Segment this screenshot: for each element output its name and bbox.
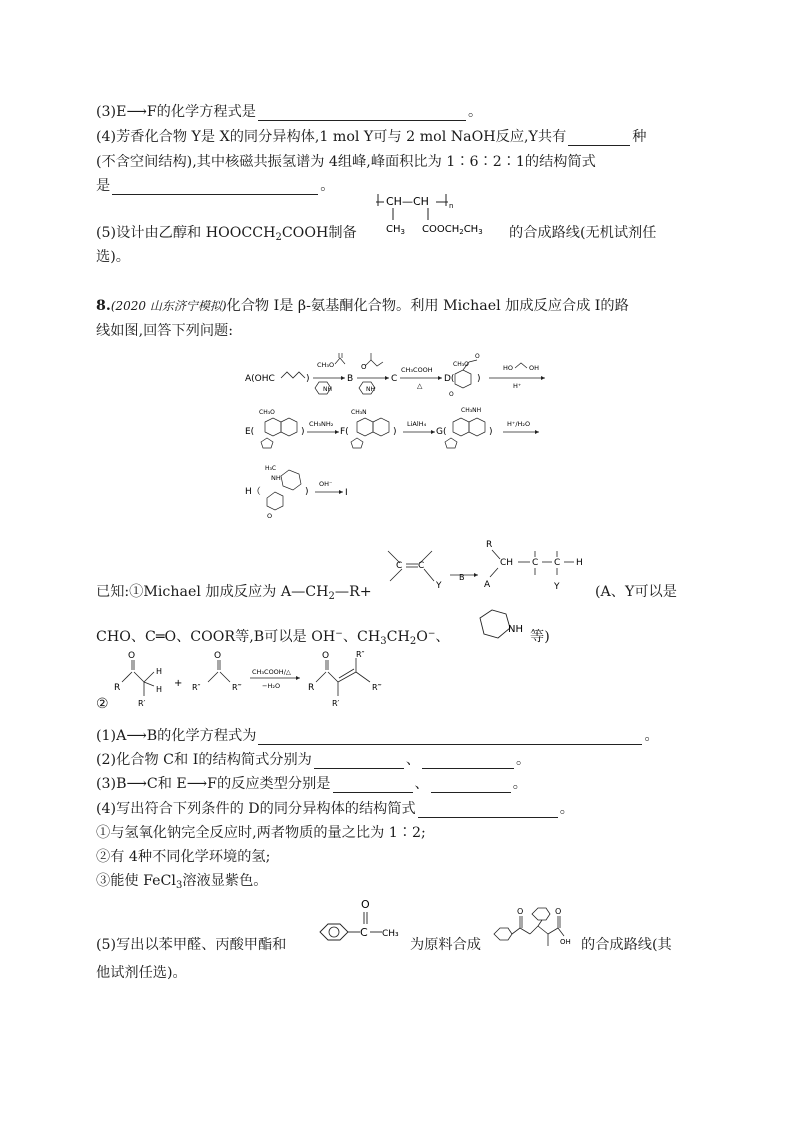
svg-text:C: C (554, 558, 561, 568)
svg-text:R′: R′ (138, 699, 146, 708)
polymer-n: n (449, 202, 454, 210)
svg-text:): ) (301, 427, 305, 437)
question-4-line1: (4)芳香化合物 Y是 X的同分异构体,1 mol Y可与 2 mol NaOH反应,Y共有 种 (96, 129, 647, 145)
svg-text:NH: NH (271, 474, 281, 482)
svg-text:HO: HO (503, 364, 514, 372)
subquestion-5-line2: 他试剂任选)。 (96, 965, 187, 981)
svg-text:R: R (308, 683, 315, 693)
svg-text:CH: CH (500, 558, 514, 568)
svg-text:CH₃NH: CH₃NH (461, 407, 482, 414)
svg-text:R‴: R‴ (232, 683, 242, 692)
svg-text:O: O (555, 907, 562, 916)
svg-text:CH₃N: CH₃N (351, 409, 367, 416)
svg-text:H: H (156, 667, 163, 676)
question-8-line2: 线如图,回答下列问题: (96, 323, 233, 339)
subquestion-5-part1: (5)写出以苯甲醛、丙酸甲酯和 (96, 937, 287, 953)
polymer-structure (370, 190, 510, 242)
question-4-line3: 是 。 (96, 178, 335, 194)
compound-F-label: F( (340, 427, 349, 437)
aldol-condensation-scheme (110, 648, 410, 710)
synthesis-scheme (245, 352, 575, 527)
svg-text:O: O (361, 898, 370, 911)
compound-D-label: D( (444, 374, 455, 384)
svg-text:): ) (306, 374, 310, 384)
arrow-icon: ⟶ (126, 728, 147, 744)
subquestion-5-part2: 为原料合成 (410, 937, 481, 953)
answer-blank[interactable] (422, 754, 514, 769)
svg-text:△: △ (417, 382, 423, 390)
subquestion-4: (4)写出符合下列条件的 D的同分异构体的结构简式 。 (96, 801, 574, 817)
svg-text:NH: NH (366, 386, 375, 393)
svg-text:R: R (486, 540, 493, 550)
polymer-ester: $COOCH_2CH_3$ (422, 224, 483, 236)
arrow-icon: ⟶ (126, 104, 147, 120)
svg-text:A: A (484, 580, 491, 590)
svg-text:C: C (532, 558, 539, 568)
svg-text:): ) (393, 427, 397, 437)
condition-2: ②有 4种不同化学环境的氢; (96, 849, 271, 865)
question-4-line2: (不含空间结构),其中核磁共振氢谱为 4组峰,峰面积比为 1∶6∶2∶1的结构简式 (96, 154, 596, 170)
polymer-methyl: $CH_3$ (386, 224, 405, 236)
compound-G-label: G( (436, 427, 447, 437)
svg-text:CH₃O: CH₃O (317, 361, 335, 369)
subquestion-3: (3)B⟶C和 E⟶F的反应类型分别是 、 。 (96, 776, 527, 792)
michael-reaction-scheme (380, 535, 595, 595)
svg-text:Y: Y (554, 582, 560, 592)
svg-text:CH₃O: CH₃O (259, 409, 275, 416)
svg-text:OH: OH (529, 364, 540, 372)
svg-text:B: B (459, 573, 465, 582)
answer-blank[interactable] (333, 778, 413, 793)
known-1-line1: 已知:①Michael 加成反应为 $A—CH_2—R+$ (96, 584, 372, 602)
answer-blank[interactable] (314, 754, 404, 769)
answer-blank[interactable] (112, 180, 318, 195)
svg-text:): ) (477, 374, 481, 384)
arrow-icon: ⟶ (126, 776, 147, 792)
known-1-suffix: (A、Y可以是 (595, 584, 677, 600)
svg-text:H⁺: H⁺ (513, 382, 522, 390)
answer-blank[interactable] (258, 730, 642, 745)
answer-blank[interactable] (258, 106, 466, 121)
svg-text:CH₃O: CH₃O (453, 361, 469, 368)
svg-text:O: O (361, 363, 367, 371)
target-product-structure (490, 890, 582, 960)
svg-text:C: C (396, 561, 403, 571)
svg-text:H⁺/H₂O: H⁺/H₂O (507, 420, 531, 428)
compound-B-label: B (347, 374, 354, 384)
svg-text:CH₃: CH₃ (382, 929, 399, 939)
answer-blank[interactable] (568, 131, 630, 146)
svg-text:+: + (174, 678, 183, 689)
svg-text:CH₃NH₂: CH₃NH₂ (309, 420, 334, 428)
svg-text:O: O (517, 907, 524, 916)
arrow-icon: ⟶ (186, 776, 208, 792)
svg-text:O: O (322, 651, 330, 661)
polymer-backbone: CH—CH (386, 195, 429, 208)
svg-text:O: O (267, 512, 273, 520)
question-5-line2: 选)。 (96, 249, 130, 265)
piperidine-structure (470, 604, 530, 650)
acetophenone-structure (312, 894, 408, 954)
question-8-line1: 8.(2020 山东济宁模拟)化合物 I是 β-氨基酮化合物。利用 Michael 加成反应合成 I的路 (96, 298, 629, 314)
svg-text:OH⁻: OH⁻ (319, 480, 333, 488)
svg-text:LiAlH₄: LiAlH₄ (407, 420, 427, 428)
subquestion-5-part3: 的合成路线(其 (581, 937, 672, 953)
svg-text:H₃C: H₃C (265, 465, 277, 472)
svg-text:C: C (418, 561, 425, 571)
svg-text:R′: R′ (332, 699, 340, 708)
svg-text:Y: Y (436, 581, 442, 591)
known-1-line2: CHO、C═O、COOR等,B可以是 OH−、$CH_3CH_2O^-$、 (96, 629, 450, 647)
subquestion-2: (2)化合物 C和 I的结构简式分别为 、 。 (96, 752, 531, 768)
svg-text:R: R (114, 683, 121, 693)
svg-text:H: H (156, 685, 163, 694)
svg-text:O: O (449, 391, 454, 398)
svg-text:CH₃COOH: CH₃COOH (401, 366, 433, 374)
question-5-line1-end: 的合成路线(无机试剂任 (509, 225, 657, 241)
compound-H-label: H（ (245, 487, 261, 497)
svg-text:NH: NH (323, 386, 332, 393)
known-2-marker: ② (96, 696, 109, 712)
compound-E-label: E( (245, 427, 255, 437)
svg-text:O: O (128, 651, 136, 661)
svg-text:): ) (305, 487, 309, 497)
subquestion-1: (1)A⟶B的化学方程式为 。 (96, 728, 659, 744)
svg-text:R‴: R‴ (372, 683, 382, 692)
svg-text:CH₃COOH/△: CH₃COOH/△ (252, 668, 291, 676)
compound-C-label: C (391, 374, 398, 384)
compound-A-label: A(OHC (245, 374, 275, 384)
svg-text:O: O (214, 651, 222, 661)
svg-text:): ) (489, 427, 493, 437)
compound-I-label: I (345, 488, 348, 498)
svg-text:C: C (360, 926, 368, 939)
question-5-line1: (5)设计由乙醇和 $HOOCCH_2COOH$制备 (96, 225, 357, 243)
svg-text:−H₂O: −H₂O (262, 682, 281, 690)
svg-text:R″: R″ (356, 650, 365, 659)
svg-text:R″: R″ (192, 683, 201, 692)
svg-text:H: H (576, 558, 583, 568)
condition-3: ③能使 FeCl$_3$溶液显紫色。 (96, 873, 268, 891)
answer-blank[interactable] (431, 778, 511, 793)
svg-text:OH: OH (560, 938, 571, 946)
known-1-line2-end: 等) (530, 629, 550, 645)
condition-1: ①与氢氧化钠完全反应时,两者物质的量之比为 1∶2; (96, 825, 426, 841)
svg-text:NH: NH (508, 624, 523, 635)
question-3-line: (3)E⟶F的化学方程式是 。 (96, 104, 483, 120)
answer-blank[interactable] (418, 803, 558, 818)
svg-text:O: O (475, 353, 480, 360)
